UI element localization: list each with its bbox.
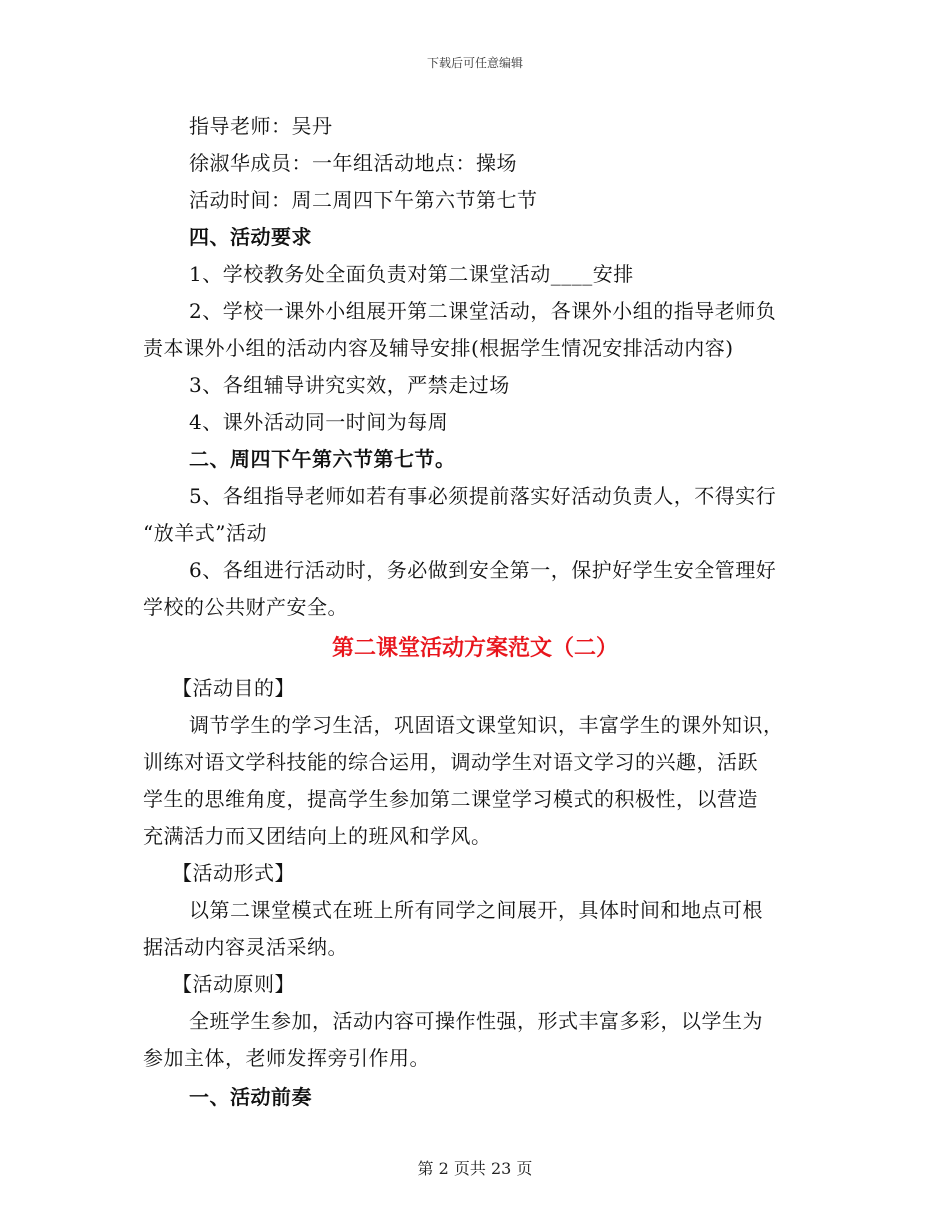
text-line: 学校的公共财产安全。 [143,595,348,619]
text-line: 活动时间：周二周四下午第六节第七节 [189,188,538,212]
text-line: 4、课外活动同一时间为每周 [189,410,449,434]
page-footer: 第 2 页共 23 页 [417,1159,533,1178]
page-header: 下载后可任意编辑 [426,56,523,70]
text-line: 充满活力而又团结向上的班风和学风。 [143,824,492,848]
text-line: 徐淑华成员：一年组活动地点：操场 [189,151,517,175]
text-line: 指导老师：吴丹 [189,114,333,138]
text-line: 全班学生参加，活动内容可操作性强，形式丰富多彩，以学生为 [189,1009,763,1033]
section-title: 第二课堂活动方案范文（二） [331,636,618,661]
text-line: 学生的思维角度，提高学生参加第二课堂学习模式的积极性，以营造 [143,787,758,811]
text-line: 参加主体，老师发挥旁引作用。 [143,1046,430,1070]
text-line: 调节学生的学习生活，巩固语文课堂知识，丰富学生的课外知识， [189,713,784,737]
subheading: 【活动形式】 [172,861,295,885]
section-heading: 二、周四下午第六节第七节。 [189,447,456,471]
text-line: 6、各组进行活动时，务必做到安全第一，保护好学生安全管理好 [189,558,777,582]
section-heading: 一、活动前奏 [189,1085,312,1109]
subheading: 【活动目的】 [172,676,295,700]
text-line: “放羊式”活动 [143,521,267,545]
text-line: 2、学校一课外小组展开第二课堂活动，各课外小组的指导老师负 [189,299,777,323]
text-line: 责本课外小组的活动内容及辅导安排(根据学生情况安排活动内容) [143,336,734,360]
text-line: 训练对语文学科技能的综合运用，调动学生对语文学习的兴趣，活跃 [143,750,758,774]
text-line: 3、各组辅导讲究实效，严禁走过场 [189,373,510,397]
text-line: 以第二课堂模式在班上所有同学之间展开，具体时间和地点可根 [189,898,763,922]
text-line: 据活动内容灵活采纳。 [143,935,348,959]
text-line: 5、各组指导老师如若有事必须提前落实好活动负责人，不得实行 [189,484,777,508]
text-line: 1、学校教务处全面负责对第二课堂活动____安排 [189,262,634,286]
subheading: 【活动原则】 [172,972,295,996]
section-heading: 四、活动要求 [189,225,312,249]
